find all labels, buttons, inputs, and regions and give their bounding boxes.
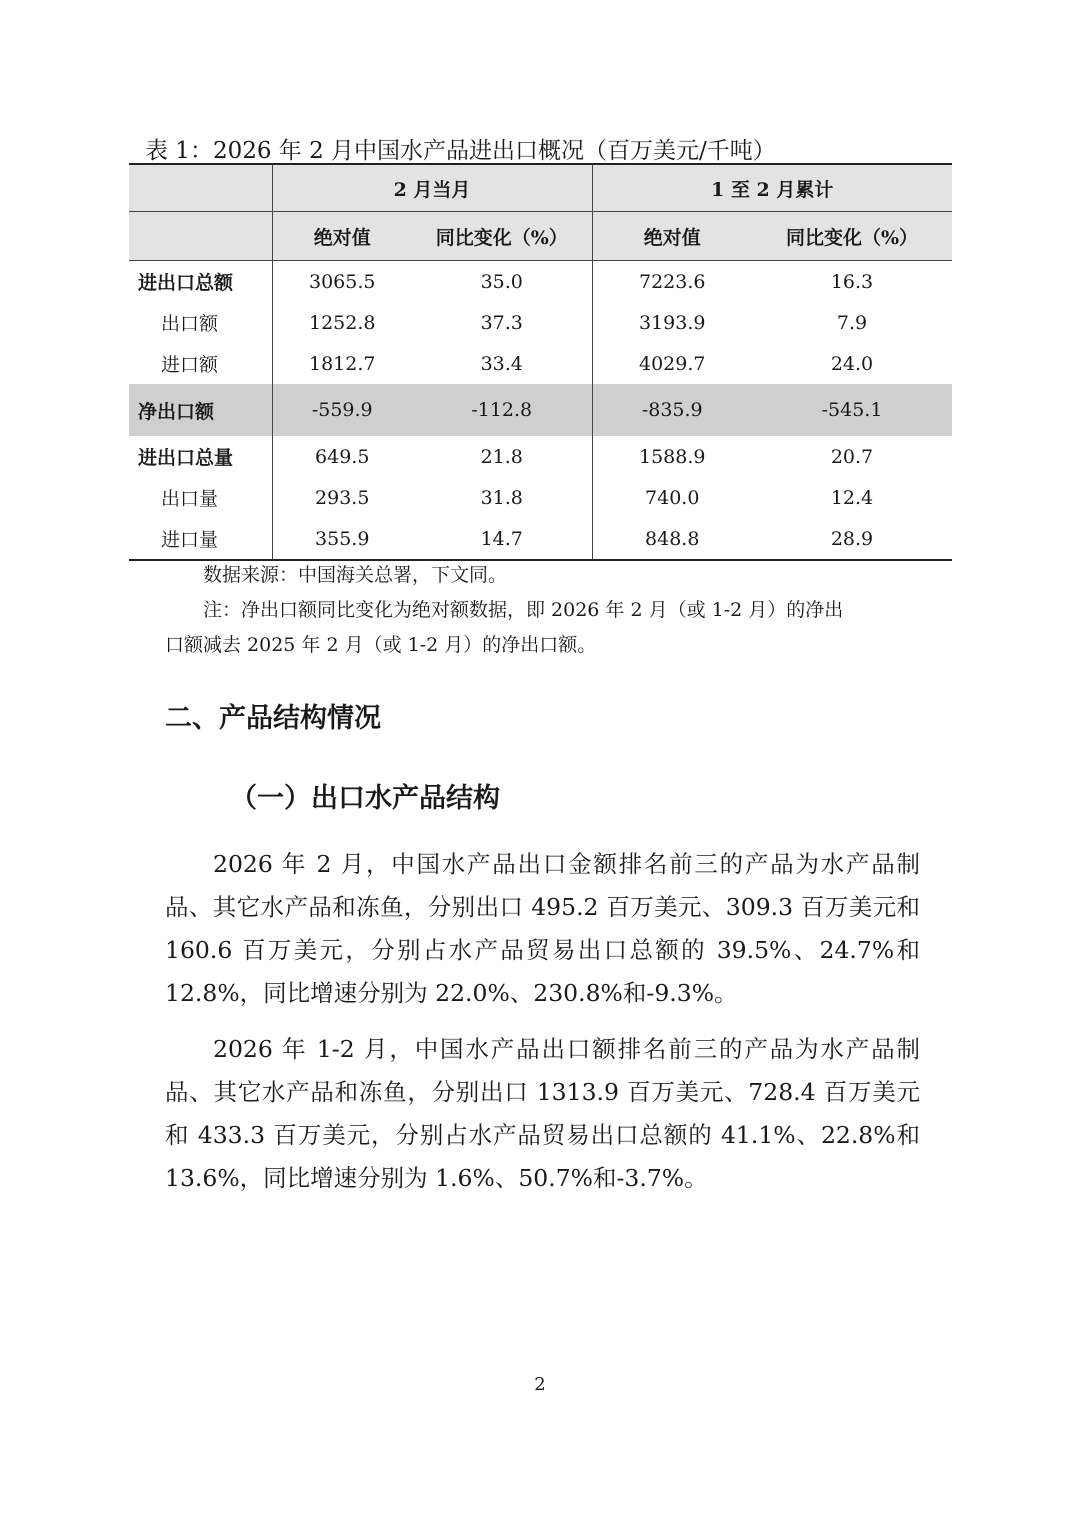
cell: 7.9: [836, 311, 868, 334]
section-heading: 二、产品结构情况: [165, 703, 381, 734]
cell: 848.8: [592, 518, 752, 560]
row-label: 进出口总额: [138, 272, 234, 294]
cell: -112.8: [412, 384, 592, 436]
header-yoy-change: 同比变化（%）: [412, 212, 592, 261]
row-label: 进出口总量: [138, 447, 234, 469]
row-label: 净出口额: [129, 384, 272, 436]
header-absolute-value: 绝对值: [592, 212, 752, 261]
table-footnote-line-2: 口额减去 2025 年 2 月（或 1-2 月）的净出口额。: [165, 634, 597, 656]
header-corner-cell: [129, 212, 272, 261]
table-row-import-value: [129, 343, 952, 384]
table-row-import-volume: [129, 518, 952, 560]
table-header-row-2: [129, 212, 952, 261]
cell: -835.9: [592, 384, 752, 436]
cell: 355.9: [272, 518, 412, 560]
cell: 28.9: [752, 518, 952, 560]
row-label: 出口量: [161, 488, 219, 510]
cell: 3065.5: [272, 261, 412, 303]
cell: 1588.9: [592, 436, 752, 477]
cell: 33.4: [480, 352, 523, 375]
table-row-export-value: [129, 302, 952, 343]
cell: 37.3: [480, 311, 523, 334]
cell: -545.1: [752, 384, 952, 436]
cell: 4029.7: [592, 343, 752, 384]
trade-summary-table: [129, 163, 952, 561]
header-feb-month: 2 月当月: [272, 164, 592, 212]
table-row-total-trade-value: [129, 261, 952, 303]
table-row-total-trade-volume: [129, 436, 952, 477]
subsection-heading: （一）出口水产品结构: [230, 783, 500, 814]
table-row-export-volume: [129, 477, 952, 518]
header-jan-feb-cumulative: 1 至 2 月累计: [592, 164, 952, 212]
header-yoy-change: 同比变化（%）: [752, 212, 952, 261]
paragraph-text: 2026 年 2 月，中国水产品出口金额排名前三的产品为水产品制品、其它水产品和冻鱼，分别出口 495.2 百万美元、309.3 百万美元和 160.6 百万美元，分别占水产品贸易出口总额的 39.5%、24.7%和 12.8%，同比增速分别为 22.0%、230.8%和-9.3%。: [165, 850, 920, 1007]
table-notes: [165, 558, 923, 663]
cell: 20.7: [830, 445, 874, 468]
cell: 24.0: [830, 352, 874, 375]
cell: 21.8: [480, 445, 523, 468]
cell: 3193.9: [592, 302, 752, 343]
row-label: 出口额: [161, 313, 219, 335]
cell: 293.5: [272, 477, 412, 518]
cell: 1252.8: [272, 302, 412, 343]
cell: 7223.6: [592, 261, 752, 303]
body-paragraph-1: [165, 843, 920, 1015]
cell: 740.0: [592, 477, 752, 518]
header-corner-cell: [129, 164, 272, 212]
table-footnote-line-1: 注：净出口额同比变化为绝对额数据，即 2026 年 2 月（或 1-2 月）的净出: [203, 599, 844, 621]
cell: 12.4: [830, 486, 874, 509]
cell: -559.9: [272, 384, 412, 436]
cell: 35.0: [480, 270, 523, 293]
page-number: 2: [534, 1374, 546, 1395]
cell: 16.3: [830, 270, 874, 293]
table-row-net-export: [129, 384, 952, 436]
cell: 1812.7: [272, 343, 412, 384]
data-source-note: 数据来源：中国海关总署，下文同。: [203, 564, 508, 586]
table-header-row-1: [129, 164, 952, 212]
row-label: 进口额: [161, 354, 219, 376]
paragraph-text: 2026 年 1-2 月，中国水产品出口额排名前三的产品为水产品制品、其它水产品和冻鱼，分别出口 1313.9 百万美元、728.4 百万美元和 433.3 百万美元，分别占水产品贸易出口总额的 41.1%、22.8%和 13.6%，同比增速分别为 1.6%、50.7%和-3.7%。: [165, 1035, 920, 1192]
body-paragraph-2: [165, 1028, 920, 1200]
cell: 649.5: [272, 436, 412, 477]
header-absolute-value: 绝对值: [272, 212, 412, 261]
table-caption: 表 1：2026 年 2 月中国水产品进出口概况（百万美元/千吨）: [145, 138, 776, 164]
cell: 31.8: [480, 486, 523, 509]
cell: 14.7: [412, 518, 592, 560]
row-label: 进口量: [129, 518, 272, 560]
